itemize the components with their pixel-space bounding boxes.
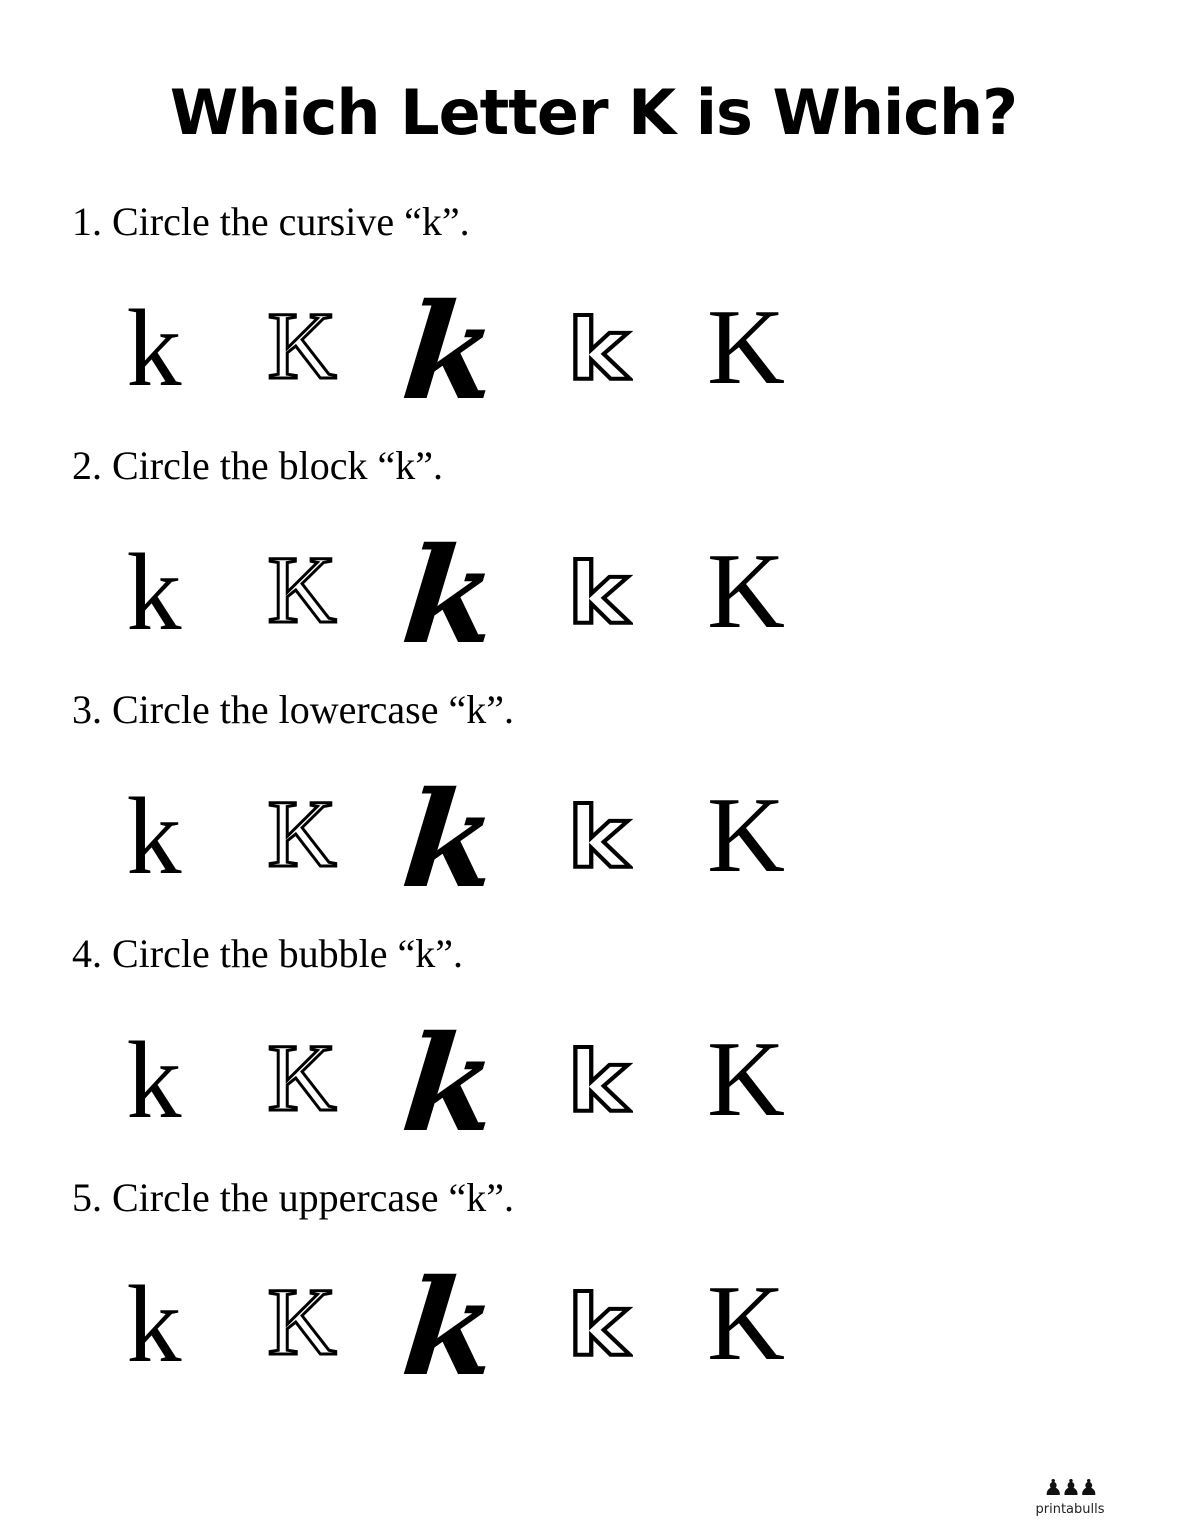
glyph-cursive-lowercase-k: k xyxy=(396,519,504,675)
letter-option-serif-lower-4[interactable] xyxy=(80,982,228,1141)
letter-option-cursive-1[interactable] xyxy=(376,250,524,431)
letter-option-outline-upper-1[interactable] xyxy=(228,250,376,400)
letter-option-serif-upper-4[interactable] xyxy=(672,982,820,1140)
glyph-serif-lowercase-k: k xyxy=(126,530,182,653)
glyph-block-outline-uppercase-k: K xyxy=(267,536,337,643)
letter-option-cursive-2[interactable] xyxy=(376,494,524,675)
letter-option-bubble-2[interactable] xyxy=(524,494,672,644)
letter-option-bubble-3[interactable] xyxy=(524,738,672,888)
letter-row-4 xyxy=(70,982,1117,1163)
glyph-serif-lowercase-k: k xyxy=(126,1018,182,1141)
glyph-serif-lowercase-k: k xyxy=(126,1262,182,1385)
letter-option-serif-lower-1[interactable] xyxy=(80,250,228,409)
glyph-bubble-lowercase-k: k xyxy=(567,301,629,399)
letter-row-1 xyxy=(70,250,1117,431)
letter-option-cursive-5[interactable] xyxy=(376,1226,524,1407)
glyph-cursive-lowercase-k: k xyxy=(396,1007,504,1163)
glyph-serif-uppercase-k: K xyxy=(707,532,785,652)
glyph-cursive-lowercase-k: k xyxy=(396,763,504,919)
glyph-serif-uppercase-k: K xyxy=(707,288,785,408)
glyph-cursive-lowercase-k: k xyxy=(396,1251,504,1407)
letter-row-2 xyxy=(70,494,1117,675)
question-text-1: 1. Circle the cursive “k”. xyxy=(72,199,470,244)
letter-option-serif-upper-1[interactable] xyxy=(672,250,820,408)
question-block-4 xyxy=(70,931,1117,1163)
letter-option-outline-upper-5[interactable] xyxy=(228,1226,376,1376)
letter-row-5 xyxy=(70,1226,1117,1407)
glyph-block-outline-uppercase-k: K xyxy=(267,1268,337,1375)
glyph-block-outline-uppercase-k: K xyxy=(267,780,337,887)
letter-option-serif-upper-5[interactable] xyxy=(672,1226,820,1384)
glyph-block-outline-uppercase-k: K xyxy=(267,292,337,399)
letter-row-3 xyxy=(70,738,1117,919)
letter-option-bubble-4[interactable] xyxy=(524,982,672,1132)
bull-logo-icon: ♟♟♟ xyxy=(1043,1476,1097,1502)
letter-option-outline-upper-4[interactable] xyxy=(228,982,376,1132)
page-title: Which Letter K is Which? xyxy=(169,76,1018,149)
glyph-bubble-lowercase-k: k xyxy=(567,1277,629,1375)
question-block-1 xyxy=(70,199,1117,431)
letter-option-serif-upper-2[interactable] xyxy=(672,494,820,652)
glyph-block-outline-uppercase-k: K xyxy=(267,1024,337,1131)
letter-option-serif-lower-2[interactable] xyxy=(80,494,228,653)
question-text-2: 2. Circle the block “k”. xyxy=(72,443,443,488)
letter-option-bubble-5[interactable] xyxy=(524,1226,672,1376)
glyph-cursive-lowercase-k: k xyxy=(396,275,504,431)
question-text-4: 4. Circle the bubble “k”. xyxy=(72,931,463,976)
brand-name: printabulls xyxy=(1035,1502,1105,1518)
footer-brand-logo xyxy=(1015,1478,1125,1518)
question-text-3: 3. Circle the lowercase “k”. xyxy=(72,687,515,732)
question-block-2 xyxy=(70,443,1117,675)
question-block-3 xyxy=(70,687,1117,919)
glyph-serif-uppercase-k: K xyxy=(707,776,785,896)
letter-option-cursive-3[interactable] xyxy=(376,738,524,919)
question-block-5 xyxy=(70,1175,1117,1407)
glyph-bubble-lowercase-k: k xyxy=(567,1033,629,1131)
letter-option-serif-lower-3[interactable] xyxy=(80,738,228,897)
letter-option-serif-lower-5[interactable] xyxy=(80,1226,228,1385)
letter-option-cursive-4[interactable] xyxy=(376,982,524,1163)
glyph-serif-lowercase-k: k xyxy=(126,774,182,897)
letter-option-serif-upper-3[interactable] xyxy=(672,738,820,896)
letter-option-outline-upper-3[interactable] xyxy=(228,738,376,888)
letter-option-outline-upper-2[interactable] xyxy=(228,494,376,644)
glyph-bubble-lowercase-k: k xyxy=(567,789,629,887)
glyph-serif-lowercase-k: k xyxy=(126,286,182,409)
glyph-serif-uppercase-k: K xyxy=(707,1264,785,1384)
letter-option-bubble-1[interactable] xyxy=(524,250,672,400)
glyph-bubble-lowercase-k: k xyxy=(567,545,629,643)
glyph-serif-uppercase-k: K xyxy=(707,1020,785,1140)
question-text-5: 5. Circle the uppercase “k”. xyxy=(72,1175,515,1220)
